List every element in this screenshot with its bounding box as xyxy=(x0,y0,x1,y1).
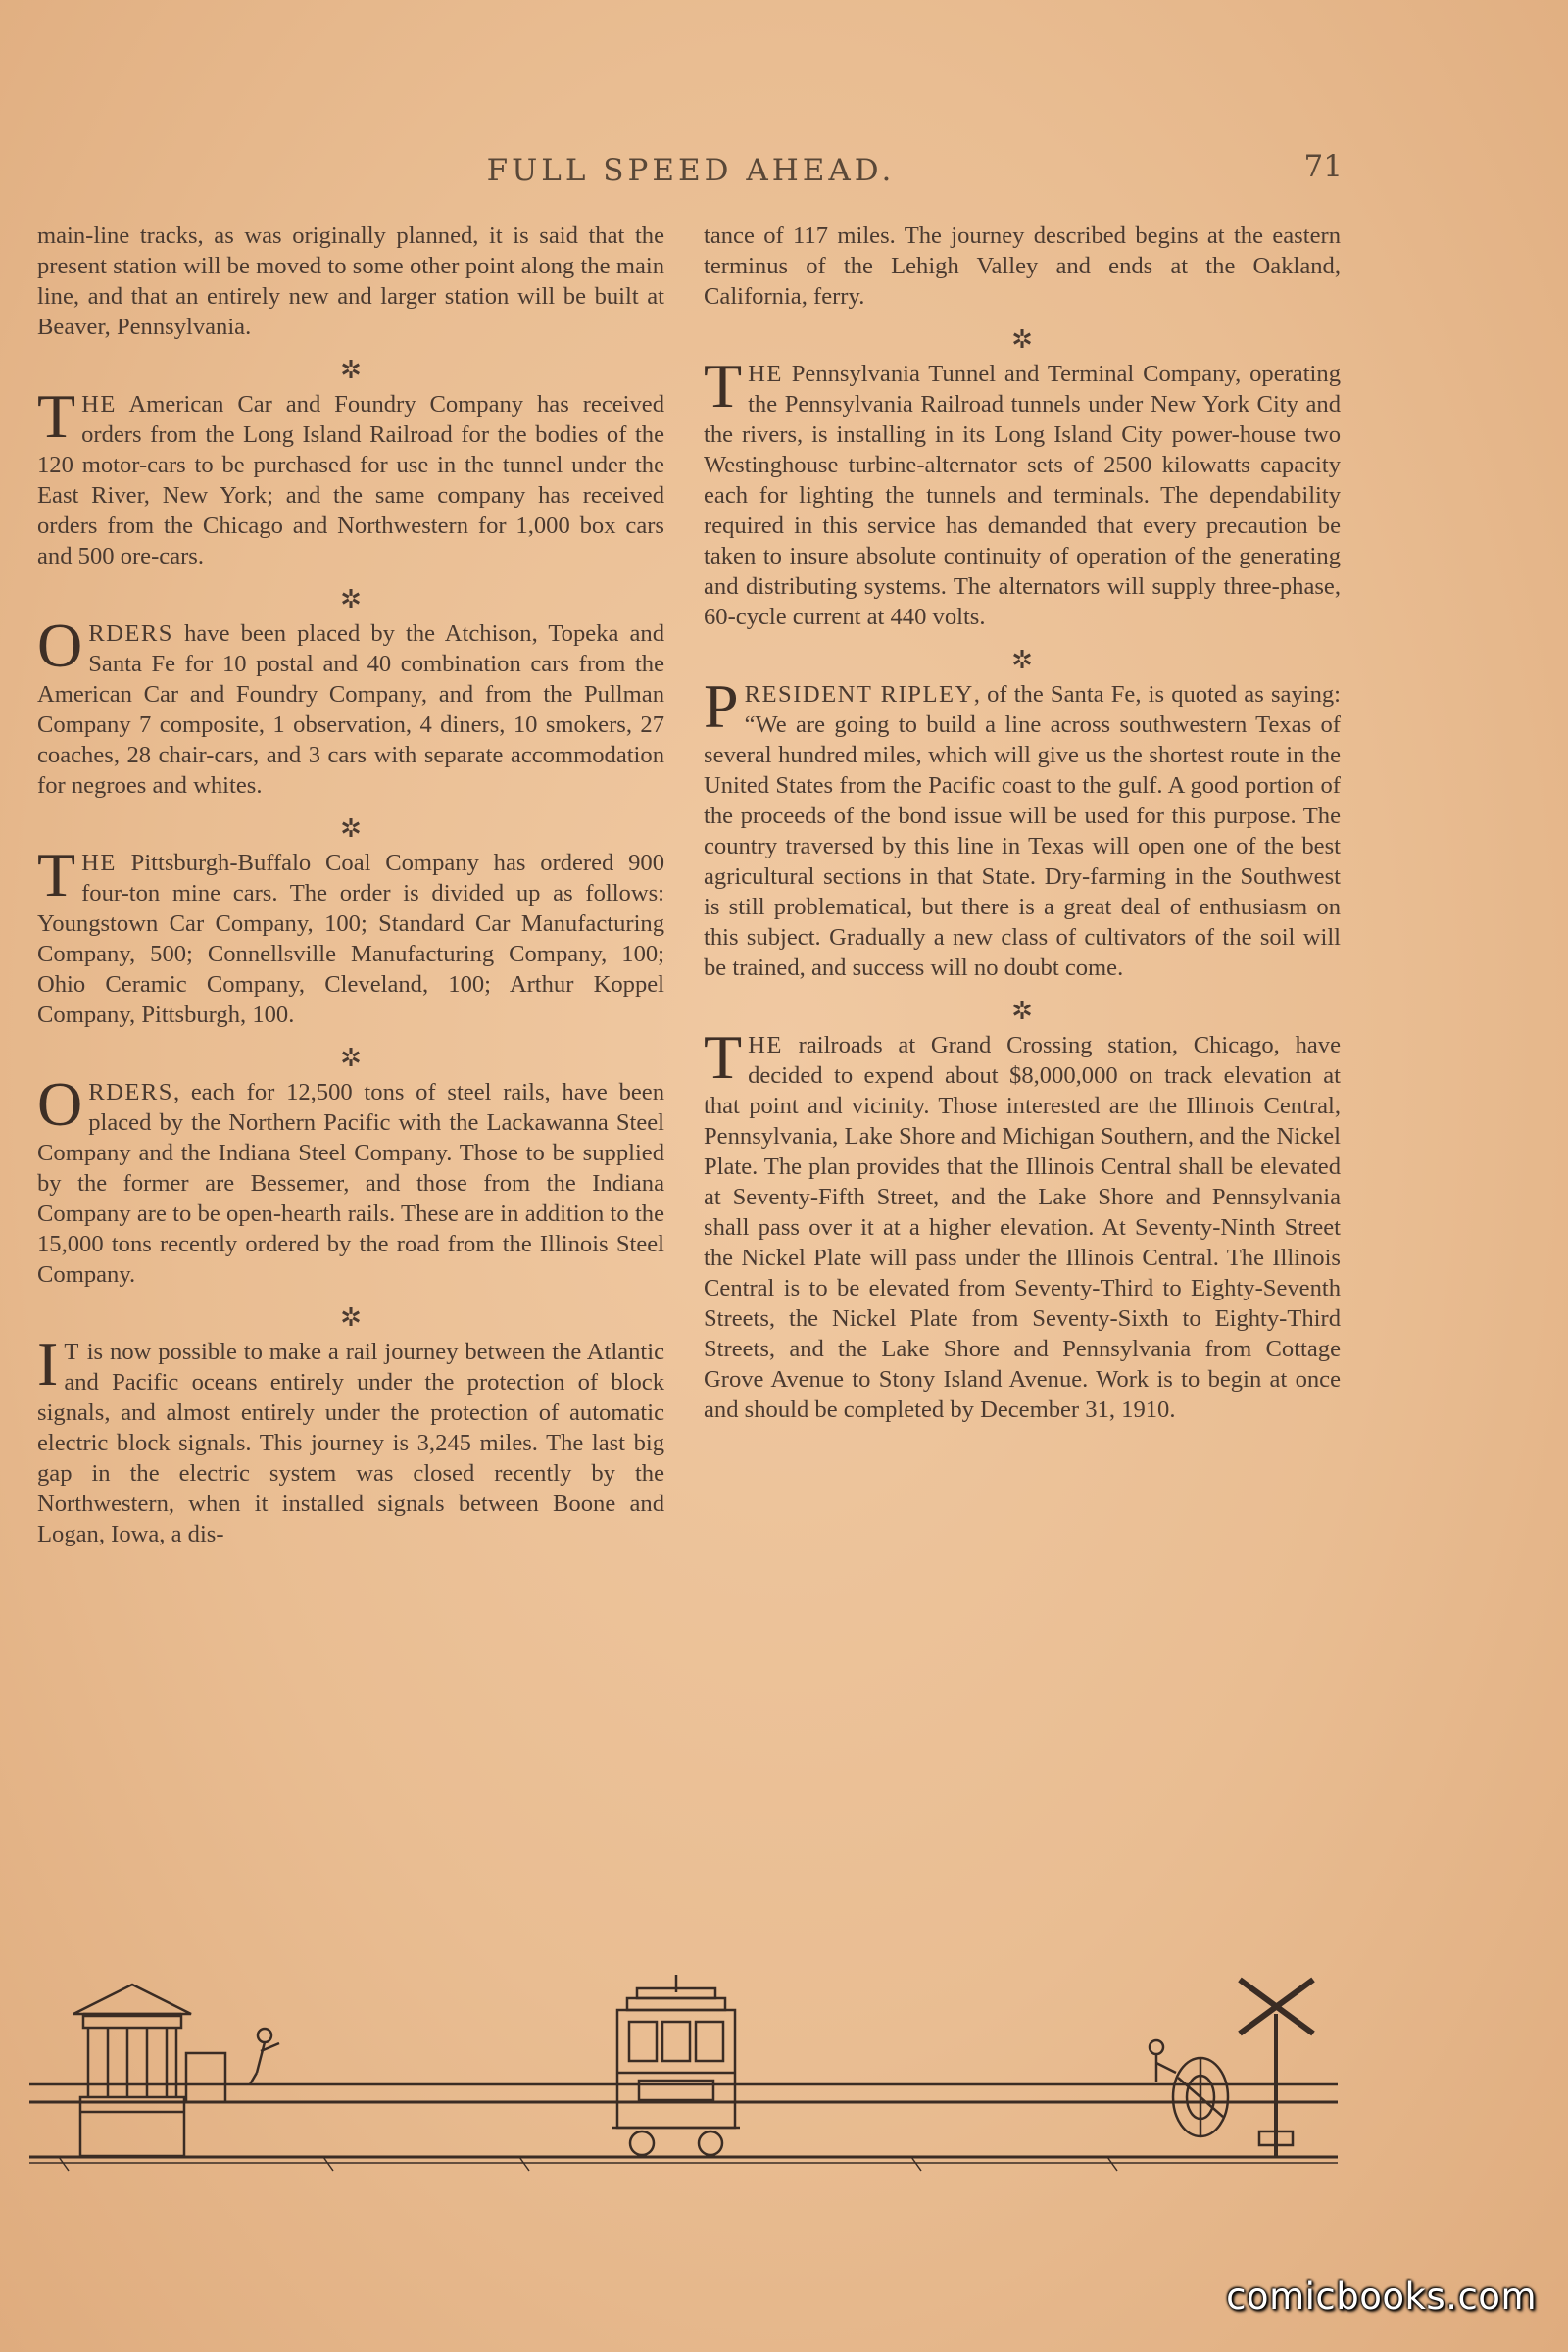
page-number: 71 xyxy=(1303,149,1343,184)
drop-cap: O xyxy=(37,611,83,680)
paragraph-text: , each for 12,500 tons of steel rails, have been placed by the Northern Pacific with the Lackawanna Steel Company and the Indiana Steel Company. Those to be supplied by the former are Bessemer, and those from the Indiana Company are to be open-hearth rails. These are in addition to the 15,000 tons recently ordered by the road from the Illinois Steel Company. xyxy=(37,1079,664,1288)
paragraph-continued: main-line tracks, as was originally planned, it is said that the present station will be moved to some other point along the main line, and that an entirely new and larger station will be built at Beaver, Pennsylvania. xyxy=(37,222,664,340)
fleuron-ornament-icon: ✲ xyxy=(340,585,362,613)
signalman-figure-icon xyxy=(250,2029,279,2084)
paragraph-pittsburgh-buffalo xyxy=(37,840,664,1030)
running-title: FULL SPEED AHEAD. xyxy=(486,153,896,188)
crossing-gate-wheel-icon xyxy=(1173,2058,1228,2136)
lead-word: HE xyxy=(748,361,783,387)
right-column xyxy=(704,220,1341,1435)
gateman-figure-icon xyxy=(1150,2040,1176,2082)
lead-word: RESIDENT RIPLEY xyxy=(744,681,974,708)
lead-word: HE xyxy=(81,850,117,876)
fleuron-ornament-icon: ✲ xyxy=(1011,646,1033,674)
fleuron-ornament-icon: ✲ xyxy=(340,1044,362,1072)
paragraph-president-ripley xyxy=(704,671,1341,983)
drop-cap: P xyxy=(704,671,739,741)
paragraph-text: Pittsburgh-Buffalo Coal Company has ordered 900 four-ton mine cars. The order is divided up as follows: Youngstown Car Company, 100; Standard Car Manufacturing Company, 500; Connellsville Manufacturing Company, 100; Ohio Ceramic Company, Cleveland, 100; Arthur Koppel Company, Pittsburgh, 100. xyxy=(37,850,664,1028)
drop-cap: I xyxy=(37,1329,59,1398)
paragraph-block-signals xyxy=(37,1329,664,1549)
lead-word: RDERS xyxy=(88,620,173,647)
paragraph-pennsylvania-tunnel xyxy=(704,351,1341,632)
paragraph-text: , of the Santa Fe, is quoted as saying: “We are going to build a line across southwestern Texas of several hundred miles, which will give us the shortest route in the United States from the Pacific coast to the gulf. A good portion of the proceeds of the bond issue will be used for this purpose. The country traversed by this line in Texas will open one of the best agricultural sections in that State. Dry-farming in the Southwest is still problematical, but there is a great deal of enthusiasm on this subject. Gradually a new class of cultivators of the soil will be trained, and success will no doubt come. xyxy=(704,681,1341,981)
trolley-car-icon xyxy=(608,1975,745,2157)
lead-word: HE xyxy=(81,391,117,417)
drop-cap: T xyxy=(704,1022,743,1092)
fleuron-ornament-icon: ✲ xyxy=(1011,997,1033,1025)
left-column xyxy=(37,220,664,1559)
paragraph-text: American Car and Foundry Company has received orders from the Long Island Railroad for the bodies of the 120 motor-cars to be purchased for use in the tunnel under the East River, New York; and the same company has received orders from the Chicago and Northwestern for 1,000 box cars and 500 ore-cars. xyxy=(37,391,664,569)
railroad-crossing-sign-icon xyxy=(1240,1980,1313,2157)
paragraph-american-car xyxy=(37,381,664,571)
paragraph-steel-rails xyxy=(37,1069,664,1290)
lead-word: HE xyxy=(748,1032,783,1058)
paragraph-text: railroads at Grand Crossing station, Chicago, have decided to expend about $8,000,000 on track elevation at that point and vicinity. Those interested are the Illinois Central, Pennsylvania, Lake Shore and Michigan Southern, and the Nickel Plate. The plan provides that the Illinois Central shall be elevated at Seventy-Fifth Street, and the Lake Shore and Pennsylvania shall pass over it at a higher elevation. At Seventy-Ninth Street the Nickel Plate will pass under the Illinois Central. The Illinois Central is to be elevated from Seventy-Third to Eighty-Seventh Streets, the Nickel Plate from Seventy-Sixth to Eighty-Third Streets, and the Lake Shore and Pennsylvania from Cottage Grove Avenue to Stony Island Avenue. Work is to begin at once and should be completed by December 31, 1910. xyxy=(704,1032,1341,1423)
railroad-illustration xyxy=(29,1975,1343,2180)
fleuron-ornament-icon: ✲ xyxy=(340,356,362,384)
paragraph-atchison-orders xyxy=(37,611,664,801)
station-house-icon xyxy=(74,1984,225,2156)
page-header xyxy=(39,147,1343,206)
fleuron-ornament-icon: ✲ xyxy=(340,814,362,843)
lead-word: T xyxy=(64,1339,80,1365)
paragraph-text: is now possible to make a rail journey between the Atlantic and Pacific oceans entirely under the protection of block signals, and almost entirely under the protection of automatic electric block signals. This journey is 3,245 miles. The last big gap in the electric system was closed recently by the Northwestern, when it installed signals between Boone and Logan, Iowa, a dis- xyxy=(37,1339,664,1547)
rail-ties xyxy=(59,2157,1117,2171)
drop-cap: T xyxy=(704,351,743,420)
lead-word: RDERS xyxy=(88,1079,173,1105)
watermark-text: comicbooks.com xyxy=(1226,2276,1537,2318)
paragraph-text: have been placed by the Atchison, Topeka and Santa Fe for 10 postal and 40 combination cars from the American Car and Foundry Company, and from the Pullman Company 7 composite, 1 observation, 4 diners, 10 smokers, 27 coaches, 28 chair-cars, and 3 cars with separate accommodation for negroes and whites. xyxy=(37,620,664,799)
fleuron-ornament-icon: ✲ xyxy=(340,1303,362,1332)
drop-cap: T xyxy=(37,840,76,909)
fleuron-ornament-icon: ✲ xyxy=(1011,325,1033,354)
paragraph-text: Pennsylvania Tunnel and Terminal Company, operating the Pennsylvania Railroad tunnels under New York City and the rivers, is installing in its Long Island City power-house two Westinghouse turbine-alternator sets of 2500 kilowatts capacity each for lighting the tunnels and terminals. The dependability required in this service has demanded that every precaution be taken to insure absolute continuity of operation of the generating and distributing systems. The alternators will supply three-phase, 60-cycle current at 440 volts. xyxy=(704,361,1341,630)
drop-cap: T xyxy=(37,381,76,451)
drop-cap: O xyxy=(37,1069,83,1139)
paragraph-continued: tance of 117 miles. The journey described begins at the eastern terminus of the Lehigh Valley and ends at the Oakland, California, ferry. xyxy=(704,222,1341,310)
paragraph-grand-crossing xyxy=(704,1022,1341,1425)
